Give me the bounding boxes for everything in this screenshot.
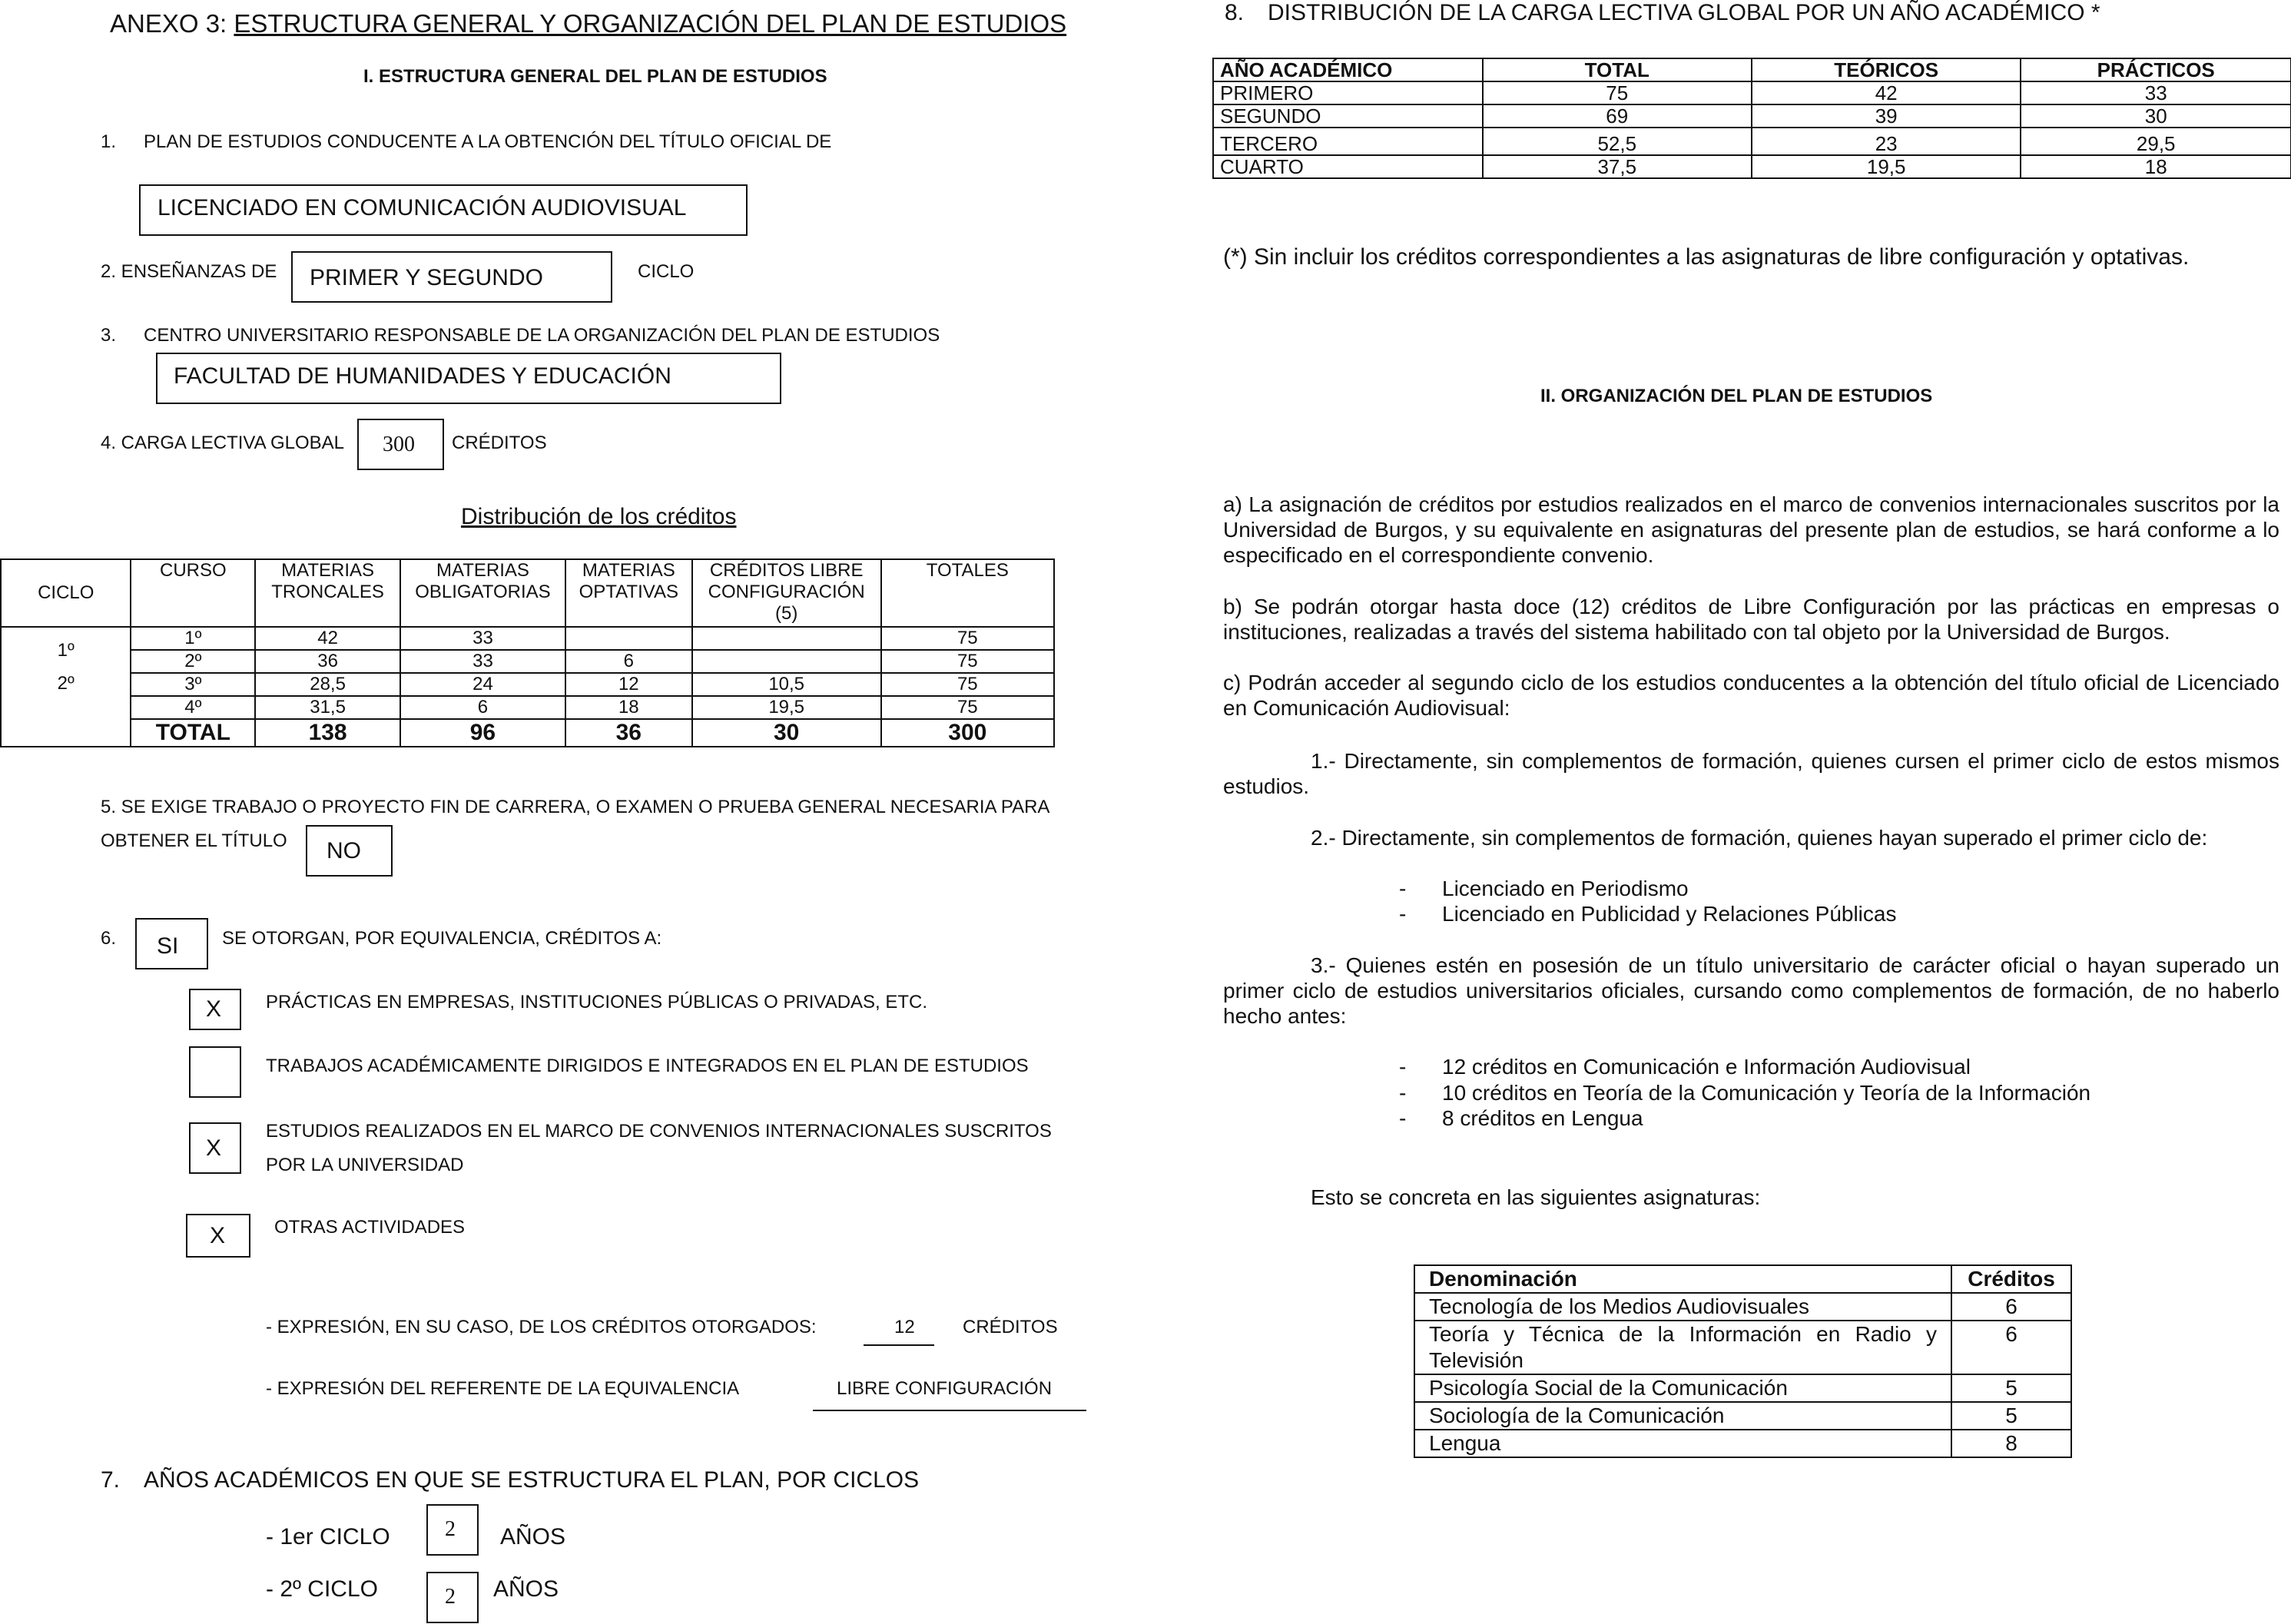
carga-header: TOTAL <box>1483 58 1752 81</box>
dist-cell: 75 <box>881 696 1054 719</box>
carga-cell: 23 <box>1752 128 2021 155</box>
asig-credits: 8 <box>1951 1430 2071 1457</box>
dist-cell: 36 <box>255 650 400 673</box>
dist-header-row <box>1 559 1054 627</box>
carga-cell: 42 <box>1752 81 2021 104</box>
equiv-otras-label: OTRAS ACTIVIDADES <box>274 1217 466 1238</box>
carga-header: AÑO ACADÉMICO <box>1213 58 1483 81</box>
checkbox-otras-mark: X <box>210 1223 226 1248</box>
table-row <box>1414 1321 2071 1374</box>
annex-heading <box>110 9 1066 38</box>
dist-total-libre: 30 <box>692 719 881 747</box>
asig-name: Psicología Social de la Comunicación <box>1414 1374 1951 1402</box>
carga-header-row <box>1213 58 2291 81</box>
checkbox-practicas-mark: X <box>206 996 222 1022</box>
dist-cell: 75 <box>881 673 1054 696</box>
dist-total-label: TOTAL <box>131 719 255 747</box>
dist-cell: 75 <box>881 650 1054 673</box>
dist-header-curso: CURSO <box>131 559 255 627</box>
dist-total-obligatorias: 96 <box>400 719 565 747</box>
dist-cell <box>565 627 692 650</box>
section-i-title: I. ESTRUCTURA GENERAL DEL PLAN DE ESTUDIOS <box>363 66 827 87</box>
table-row <box>1 673 1054 696</box>
list-c3-item: 8 créditos en Lengua <box>1442 1106 1643 1130</box>
item2-label: 2. ENSEÑANZAS DE <box>101 261 277 282</box>
ciclo1-value: 2 <box>445 1517 456 1541</box>
dist-cell <box>692 627 881 650</box>
dist-header-obligatorias: MATERIAS OBLIGATORIAS <box>400 559 565 627</box>
asignaturas-table <box>1414 1264 2072 1458</box>
dist-header-libre: CRÉDITOS LIBRE CONFIGURACIÓN (5) <box>692 559 881 627</box>
expr-creditos-underline <box>864 1344 934 1346</box>
dist-cell: 18 <box>565 696 692 719</box>
equiv-convenios-label-2: POR LA UNIVERSIDAD <box>266 1155 464 1175</box>
item3-number: 3. <box>101 325 117 346</box>
dist-cell: 6 <box>400 696 565 719</box>
carga-cell: 29,5 <box>2021 128 2291 155</box>
ciclo2-value: 2 <box>445 1585 456 1609</box>
ciclo2-label: - 2º CICLO <box>266 1576 378 1602</box>
dist-cell: 31,5 <box>255 696 400 719</box>
equiv-convenios-label: ESTUDIOS REALIZADOS EN EL MARCO DE CONVENIOS INTERNACIONALES SUSCRITOS <box>266 1121 1052 1142</box>
asig-credits: 5 <box>1951 1374 2071 1402</box>
paragraph-c1: 1.- Directamente, sin complementos de formación, quienes cursen el primer ciclo de estos mismos estudios. <box>1223 749 2279 798</box>
dist-ciclo-1: 1º <box>1 627 131 673</box>
carga-value: 300 <box>383 433 415 456</box>
dist-ciclo-2: 2º <box>1 673 131 747</box>
carga-cell: 33 <box>2021 81 2291 104</box>
asig-credits: 5 <box>1951 1402 2071 1430</box>
dist-cell: 3º <box>131 673 255 696</box>
dist-cell: 2º <box>131 650 255 673</box>
expr-referente-label: - EXPRESIÓN DEL REFERENTE DE LA EQUIVALENCIA <box>266 1378 740 1399</box>
item5-line1: 5. SE EXIGE TRABAJO O PROYECTO FIN DE CARRERA, O EXAMEN O PRUEBA GENERAL NECESARIA PARA <box>101 797 1050 817</box>
carga-cell: 39 <box>1752 104 2021 128</box>
asig-name: Teoría y Técnica de la Información en Radio y Televisión <box>1414 1321 1951 1374</box>
carga-cell: SEGUNDO <box>1213 104 1483 128</box>
table-row <box>1 627 1054 650</box>
item4-suffix: CRÉDITOS <box>452 433 547 453</box>
carga-cell: 52,5 <box>1483 128 1752 155</box>
asig-credits: 6 <box>1951 1293 2071 1321</box>
list-c3-dash-2: - <box>1399 1081 1407 1105</box>
dist-cell: 19,5 <box>692 696 881 719</box>
expr-creditos-suffix: CRÉDITOS <box>963 1317 1058 1337</box>
carga-cell: 30 <box>2021 104 2291 128</box>
item3-text: CENTRO UNIVERSITARIO RESPONSABLE DE LA ORGANIZACIÓN DEL PLAN DE ESTUDIOS <box>144 325 940 346</box>
dist-cell: 12 <box>565 673 692 696</box>
asig-header-creditos: Créditos <box>1951 1265 2071 1293</box>
asig-header-denominacion: Denominación <box>1414 1265 1951 1293</box>
item8-text: DISTRIBUCIÓN DE LA CARGA LECTIVA GLOBAL POR UN AÑO ACADÉMICO * <box>1268 0 2100 25</box>
dist-cell: 1º <box>131 627 255 650</box>
dist-cell: 28,5 <box>255 673 400 696</box>
item8-number: 8. <box>1225 0 1245 25</box>
ciclo1-suffix: AÑOS <box>500 1524 566 1549</box>
item6-number: 6. <box>101 928 117 949</box>
item6-text: SE OTORGAN, POR EQUIVALENCIA, CRÉDITOS A: <box>222 928 662 949</box>
asig-header-row <box>1414 1265 2071 1293</box>
expr-referente-underline <box>813 1410 1086 1411</box>
equiv-trabajos-label: TRABAJOS ACADÉMICAMENTE DIRIGIDOS E INTEGRADOS EN EL PLAN DE ESTUDIOS <box>266 1056 1029 1076</box>
paragraph-b: b) Se podrán otorgar hasta doce (12) créditos de Libre Configuración por las prácticas en empresas o instituciones, realizadas a través del sistema habilitado con tal objeto por la Universidad de Burgos. <box>1223 595 2279 644</box>
distribucion-title: Distribución de los créditos <box>461 504 737 529</box>
paragraph-c: c) Podrán acceder al segundo ciclo de los estudios conducentes a la obtención del título oficial de Licenciado en Comunicación Audiovisual: <box>1223 671 2279 720</box>
item1-number: 1. <box>101 131 117 152</box>
dist-cell: 33 <box>400 627 565 650</box>
list-c3-item: 12 créditos en Comunicación e Información Audiovisual <box>1442 1055 1971 1079</box>
list-c3-item: 10 créditos en Teoría de la Comunicación y Teoría de la Información <box>1442 1081 2091 1105</box>
dist-cell <box>692 650 881 673</box>
checkbox-convenios-mark: X <box>206 1135 222 1161</box>
distribucion-table <box>0 558 1055 747</box>
item5-line2: OBTENER EL TÍTULO <box>101 830 287 851</box>
table-row <box>1213 104 2291 128</box>
list-c2-dash-1: - <box>1399 877 1407 900</box>
item4-label: 4. CARGA LECTIVA GLOBAL <box>101 433 345 453</box>
carga-cell: 69 <box>1483 104 1752 128</box>
carga-lectiva-table <box>1212 58 2291 179</box>
asig-name: Sociología de la Comunicación <box>1414 1402 1951 1430</box>
table-row <box>1414 1374 2071 1402</box>
ensenanzas-value: PRIMER Y SEGUNDO <box>310 265 543 290</box>
table-row <box>1414 1293 2071 1321</box>
equivalencia-value: SI <box>157 933 179 959</box>
table-row <box>1213 128 2291 155</box>
list-c2-item: Licenciado en Periodismo <box>1442 877 1689 900</box>
paragraph-c2: 2.- Directamente, sin complementos de formación, quienes hayan superado el primer ciclo de: <box>1311 826 2208 850</box>
carga-cell: CUARTO <box>1213 155 1483 178</box>
paragraph-c3: 3.- Quienes estén en posesión de un título universitario de carácter oficial o hayan superado un primer ciclo de estudios universitarios oficiales, cursando como complementos de formación, de no haberlo hecho antes: <box>1223 953 2279 1028</box>
ciclo2-suffix: AÑOS <box>493 1576 559 1602</box>
paragraph-a: a) La asignación de créditos por estudios realizados en el marco de convenios internacionales suscritos por la Universidad de Burgos, y su equivalente en asignaturas del presente plan de estudios, se hará conforme a lo especificado en el correspondiente convenio. <box>1223 492 2279 567</box>
carga-cell: 37,5 <box>1483 155 1752 178</box>
ciclo1-label: - 1er CICLO <box>266 1524 390 1549</box>
carga-cell: 75 <box>1483 81 1752 104</box>
table-row <box>1213 155 2291 178</box>
carga-cell: 19,5 <box>1752 155 2021 178</box>
dist-cell: 75 <box>881 627 1054 650</box>
carga-header: TEÓRICOS <box>1752 58 2021 81</box>
dist-total-troncales: 138 <box>255 719 400 747</box>
carga-cell: TERCERO <box>1213 128 1483 155</box>
table-row <box>1 650 1054 673</box>
dist-cell: 10,5 <box>692 673 881 696</box>
list-c3-dash-3: - <box>1399 1106 1407 1130</box>
list-c3-dash-1: - <box>1399 1055 1407 1079</box>
dist-cell: 24 <box>400 673 565 696</box>
dist-cell: 33 <box>400 650 565 673</box>
list-c2-item: Licenciado en Publicidad y Relaciones Públicas <box>1442 902 1897 926</box>
dist-total-optativas: 36 <box>565 719 692 747</box>
carga-cell: PRIMERO <box>1213 81 1483 104</box>
dist-cell: 42 <box>255 627 400 650</box>
annex-prefix: ANEXO 3: <box>110 9 234 38</box>
table-row <box>1 696 1054 719</box>
expr-creditos-value: 12 <box>894 1317 915 1337</box>
expr-referente-value: LIBRE CONFIGURACIÓN <box>837 1378 1053 1399</box>
dist-cell: 6 <box>565 650 692 673</box>
asig-name: Tecnología de los Medios Audiovisuales <box>1414 1293 1951 1321</box>
expr-creditos-label: - EXPRESIÓN, EN SU CASO, DE LOS CRÉDITOS OTORGADOS: <box>266 1317 817 1337</box>
item2-suffix: CICLO <box>638 261 695 282</box>
carga-header: PRÁCTICOS <box>2021 58 2291 81</box>
dist-cell: 4º <box>131 696 255 719</box>
dist-header-troncales: MATERIAS TRONCALES <box>255 559 400 627</box>
checkbox-trabajos[interactable] <box>189 1046 241 1098</box>
dist-total-totales: 300 <box>881 719 1054 747</box>
item1-text: PLAN DE ESTUDIOS CONDUCENTE A LA OBTENCIÓN DEL TÍTULO OFICIAL DE <box>144 131 832 152</box>
annex-title: ESTRUCTURA GENERAL Y ORGANIZACIÓN DEL PLAN DE ESTUDIOS <box>234 9 1067 38</box>
dist-header-optativas: MATERIAS OPTATIVAS <box>565 559 692 627</box>
dist-header-ciclo: CICLO <box>1 559 131 627</box>
asig-name: Lengua <box>1414 1430 1951 1457</box>
section-ii-title: II. ORGANIZACIÓN DEL PLAN DE ESTUDIOS <box>1540 386 1933 406</box>
dist-header-totales: TOTALES <box>881 559 1054 627</box>
asignaturas-intro: Esto se concreta en las siguientes asignaturas: <box>1311 1185 1761 1209</box>
equiv-practicas-label: PRÁCTICAS EN EMPRESAS, INSTITUCIONES PÚBLICAS O PRIVADAS, ETC. <box>266 992 928 1013</box>
table-row <box>1213 81 2291 104</box>
carga-footnote: (*) Sin incluir los créditos correspondientes a las asignaturas de libre configuración y optativas. <box>1223 244 2190 270</box>
dist-total-row <box>1 719 1054 747</box>
table-row <box>1414 1430 2071 1457</box>
list-c2-dash-2: - <box>1399 902 1407 926</box>
centro-value: FACULTAD DE HUMANIDADES Y EDUCACIÓN <box>174 363 671 389</box>
carga-cell: 18 <box>2021 155 2291 178</box>
trabajo-fin-value: NO <box>327 838 361 863</box>
table-row <box>1414 1402 2071 1430</box>
asig-credits: 6 <box>1951 1321 2071 1374</box>
titulo-value: LICENCIADO EN COMUNICACIÓN AUDIOVISUAL <box>157 195 687 220</box>
item7-number: 7. <box>101 1467 121 1493</box>
item7-text: AÑOS ACADÉMICOS EN QUE SE ESTRUCTURA EL PLAN, POR CICLOS <box>144 1467 920 1493</box>
